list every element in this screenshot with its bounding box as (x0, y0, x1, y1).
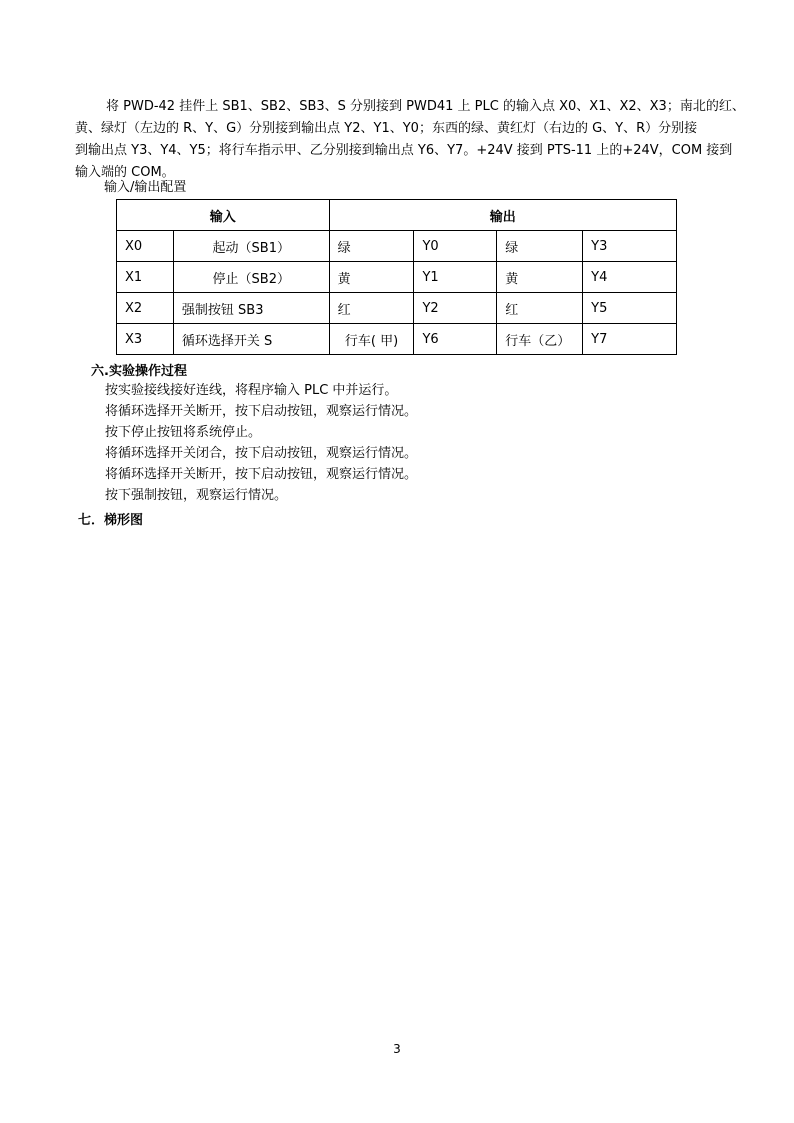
input-description: 循环选择开关 S (173, 324, 329, 355)
procedure-step: 按下停止按钮将系统停止。 (105, 425, 262, 440)
section-heading: 七．梯形图 (78, 513, 144, 528)
table-row (117, 262, 677, 293)
table-row (117, 324, 677, 355)
procedure-step: 将循环选择开关断开，按下启动按钮，观察运行情况。 (105, 404, 418, 419)
output-description: 红 (497, 293, 583, 324)
output-description: 行车（乙） (497, 324, 583, 355)
procedure-step: 按实验接线接好连线，将程序输入 PLC 中并运行。 (105, 383, 398, 398)
output-address: Y0 (414, 231, 497, 262)
output-description: 绿 (497, 231, 583, 262)
table-row (117, 293, 677, 324)
input-address: X3 (117, 324, 174, 355)
io-config-table (116, 199, 677, 355)
output-address: Y4 (583, 262, 677, 293)
table-header-row (117, 200, 677, 231)
page-number: 3 (393, 1042, 401, 1056)
output-header: 输出 (329, 200, 676, 231)
table-row (117, 231, 677, 262)
output-address: Y5 (583, 293, 677, 324)
procedure-step: 将循环选择开关闭合，按下启动按钮，观察运行情况。 (105, 446, 418, 461)
output-description: 黄 (329, 262, 414, 293)
wiring-paragraph (75, 96, 745, 184)
procedure-step: 将循环选择开关断开，按下启动按钮，观察运行情况。 (105, 467, 418, 482)
procedure-steps (105, 380, 417, 506)
output-address: Y3 (583, 231, 677, 262)
input-description: 起动（SB1） (173, 231, 329, 262)
output-address: Y6 (414, 324, 497, 355)
paragraph-line: 输入端的 COM。 (75, 165, 175, 180)
input-address: X0 (117, 231, 174, 262)
output-description: 绿 (329, 231, 414, 262)
output-description: 黄 (497, 262, 583, 293)
paragraph-line: 黄、绿灯（左边的 R、Y、G）分别接到输出点 Y2、Y1、Y0；东西的绿、黄红灯（右边的 G、Y、R）分别接 (75, 121, 698, 136)
output-address: Y7 (583, 324, 677, 355)
procedure-step: 按下强制按钮，观察运行情况。 (105, 488, 288, 503)
output-description: 行车( 甲) (329, 324, 414, 355)
output-address: Y2 (414, 293, 497, 324)
input-header: 输入 (117, 200, 330, 231)
input-address: X2 (117, 293, 174, 324)
io-table-caption: 输入/输出配置 (104, 180, 187, 195)
section-heading: 六.实验操作过程 (91, 364, 187, 379)
output-address: Y1 (414, 262, 497, 293)
paragraph-line: 到输出点 Y3、Y4、Y5；将行车指示甲、乙分别接到输出点 Y6、Y7。+24V 接到 PTS-11 上的+24V，COM 接到 (75, 143, 733, 158)
input-description: 停止（SB2） (173, 262, 329, 293)
paragraph-line: 将 PWD-42 挂件上 SB1、SB2、SB3、S 分别接到 PWD41 上 PLC 的输入点 X0、X1、X2、X3；南北的红、 (106, 99, 745, 114)
output-description: 红 (329, 293, 414, 324)
input-description: 强制按钮 SB3 (173, 293, 329, 324)
input-address: X1 (117, 262, 174, 293)
